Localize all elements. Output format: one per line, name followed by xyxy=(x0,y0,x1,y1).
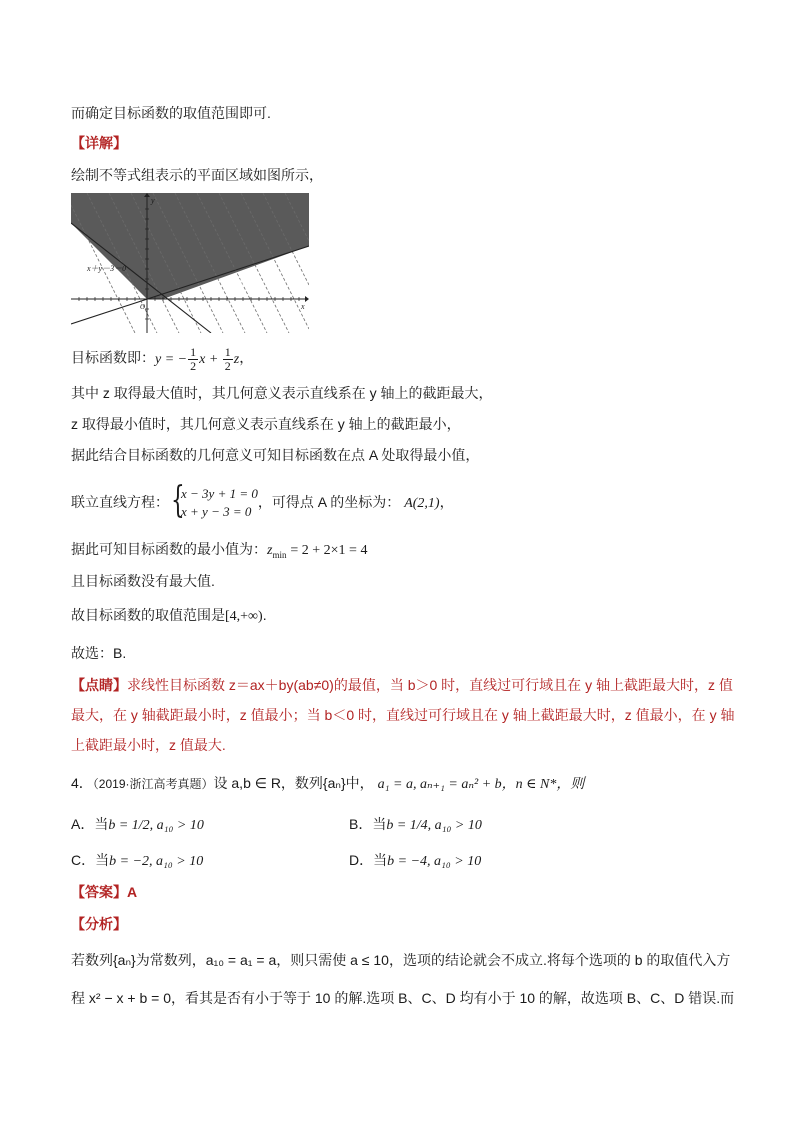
line2-label: x＋y－3＝0 xyxy=(87,264,127,273)
min-value-line xyxy=(71,539,367,565)
objective-formula: y = − $\frac{1}{2}$ x + $\frac{1}{2}$ z xyxy=(155,345,240,373)
option-c-label: C．当 xyxy=(71,852,110,868)
min-value-expr: = 2 + 2×1 = 4 xyxy=(290,543,368,558)
point-a-line: 据此结合目标函数的几何意义可知目标函数在点 A 处取得最小值， xyxy=(71,447,480,463)
x-axis-label: x xyxy=(301,302,305,311)
y-axis-label: y xyxy=(151,196,155,205)
no-max-line: 且目标函数没有最大值. xyxy=(71,573,215,589)
option-a-label: A．当 xyxy=(71,816,109,832)
system-middle: ，可得点 A 的坐标为： xyxy=(257,494,401,510)
range-suffix: . xyxy=(262,607,267,623)
option-c[interactable] xyxy=(71,850,203,872)
point-a-coords: A(2,1) xyxy=(404,496,440,511)
question-stem-a: 设 a,b ∈ R，数列{aₙ}中， xyxy=(213,775,374,791)
question-number: 4． xyxy=(71,775,93,791)
z-min-line: z 取得最小值时，其几何意义表示直线系在 y 轴上的截距最小， xyxy=(71,416,461,432)
intro-line: 而确定目标函数的取值范围即可. xyxy=(71,105,271,121)
remark-line-1 xyxy=(71,675,733,695)
option-b[interactable] xyxy=(349,814,482,836)
detail-first-line: 绘制不等式组表示的平面区域如图所示， xyxy=(71,167,323,183)
objective-suffix: ， xyxy=(239,349,254,366)
system-line xyxy=(71,482,454,524)
equation-system xyxy=(171,480,258,522)
system-suffix: ， xyxy=(439,494,454,510)
option-d[interactable] xyxy=(349,850,481,872)
detail-heading: 【详解】 xyxy=(71,135,127,151)
option-b-label: B．当 xyxy=(349,816,387,832)
objective-line xyxy=(71,346,253,373)
z-max-line: 其中 z 取得最大值时，其几何意义表示直线系在 y 轴上的截距最大， xyxy=(71,385,493,401)
choice-line: 故选：B. xyxy=(71,645,127,661)
option-c-cond: b = −2, a₁₀ > 10 xyxy=(109,854,204,869)
question-source: （2019·浙江高考真题） xyxy=(92,777,214,791)
option-a-cond: b = 1/2, a₁₀ > 10 xyxy=(108,818,204,833)
option-b-cond: b = 1/4, a₁₀ > 10 xyxy=(386,818,482,833)
origin-label: O xyxy=(140,303,146,311)
analysis-heading: 【分析】 xyxy=(71,916,127,932)
remark-text-1: 求线性目标函数 z＝ax＋by(ab≠0)的最值，当 b＞0 时，直线过可行域且在 y 轴上截距最大时，z 值 xyxy=(127,677,733,693)
option-a[interactable] xyxy=(71,814,204,836)
remark-line-2: 最大，在 y 轴截距最小时，z 值最小；当 b＜0 时，直线过可行域且在 y 轴上截距最大时，z 值最小，在 y 轴 xyxy=(71,707,735,723)
option-d-cond: b = −4, a₁₀ > 10 xyxy=(387,854,482,869)
system-brace: { xyxy=(171,480,185,522)
analysis-line-1: 若数列{aₙ}为常数列，a₁₀ = a₁ = a，则只需使 a ≤ 10，选项的结论就会不成立.将每个选项的 b 的取值代入方 xyxy=(71,952,731,968)
system-eq2: x + y − 3 = 0 xyxy=(181,504,252,520)
z-min-symbol: $z_{min}$ xyxy=(267,543,287,560)
system-eq1: x − 3y + 1 = 0 xyxy=(181,486,258,502)
answer-line: 【答案】A xyxy=(71,884,138,900)
analysis-line-2: 程 x² − x + b = 0，看其是否有小于等于 10 的解.选项 B、C、D 均有小于 10 的解，故选项 B、C、D 错误.而 xyxy=(71,990,735,1006)
option-d-label: D．当 xyxy=(349,852,388,868)
min-value-prefix: 据此可知目标函数的最小值为： xyxy=(71,541,267,557)
range-line xyxy=(71,605,267,627)
system-prefix: 联立直线方程： xyxy=(71,494,169,510)
objective-prefix: 目标函数即： xyxy=(71,349,155,366)
range-prefix: 故目标函数的取值范围是 xyxy=(71,607,225,623)
question-stem-b: a₁ = a, aₙ₊₁ = aₙ² + b，n ∈ N*，则 xyxy=(377,777,585,792)
remark-line-3: 上截距最小时，z 值最大. xyxy=(71,737,226,753)
question-stem xyxy=(71,773,584,795)
remark-heading: 【点睛】 xyxy=(71,677,127,693)
range-value: [4,+∞) xyxy=(225,609,263,624)
feasible-region-graph xyxy=(71,193,309,333)
line1-label: x－3y＋1＝0 xyxy=(226,278,270,287)
